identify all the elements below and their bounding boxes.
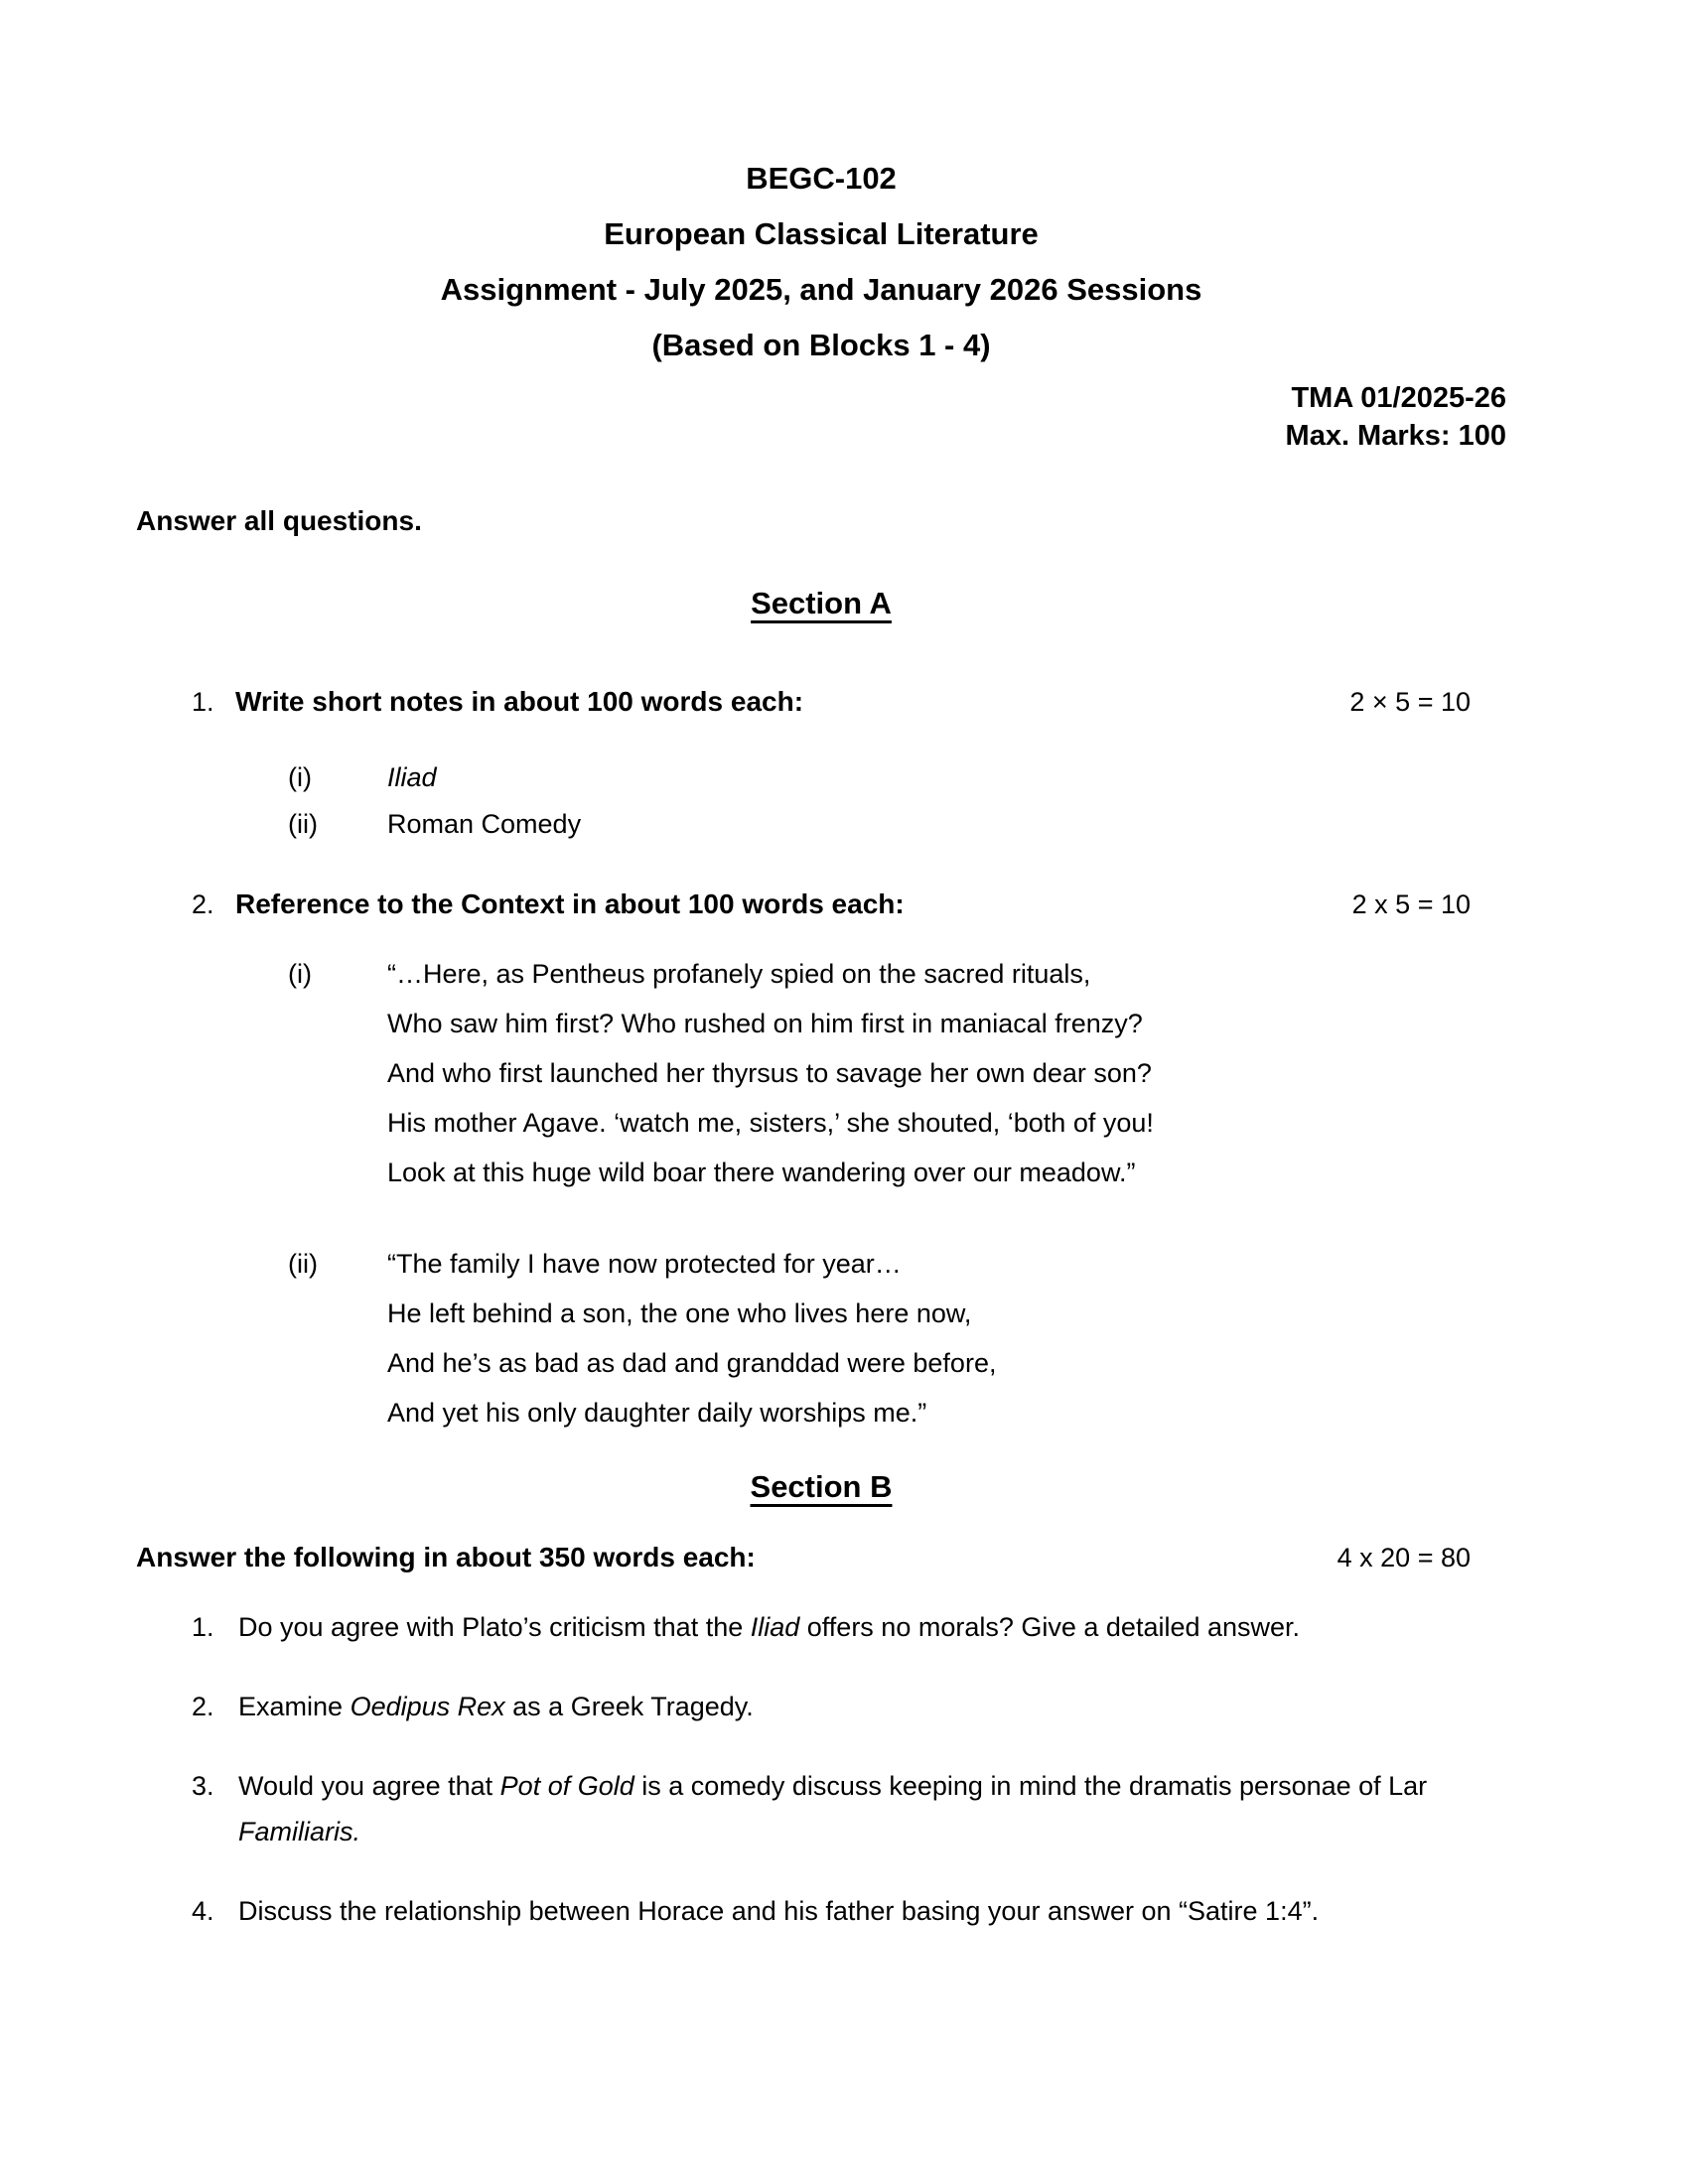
quote-block-i — [136, 949, 1506, 1197]
b-question-3-text — [238, 1763, 1479, 1854]
quote-line: And who first launched her thyrsus to savage her own dear son? — [387, 1058, 1152, 1088]
quote-line: And yet his only daughter daily worships me.” — [387, 1398, 927, 1428]
b-question-2-number: 2. — [192, 1692, 214, 1721]
b-question-3-number: 3. — [192, 1771, 214, 1801]
b-question-1-number: 1. — [192, 1612, 214, 1642]
course-code: BEGC-102 — [746, 161, 897, 196]
b-question-4-number: 4. — [192, 1896, 214, 1926]
quote-line: And he’s as bad as dad and granddad were before, — [387, 1348, 997, 1378]
section-b-title — [136, 1469, 1506, 1505]
text-segment: Do you agree with Plato’s criticism that the — [238, 1612, 751, 1642]
text-segment-italic: Pot of Gold — [499, 1771, 634, 1801]
assignment-title: Assignment - July 2025, and January 2026 Sessions — [440, 272, 1202, 307]
item-ii-label: (ii) — [288, 809, 318, 839]
text-segment: is a comedy discuss keeping in mind the dramatis personae of Lar — [633, 1771, 1428, 1801]
tma-code: TMA 01/2025-26 — [1291, 382, 1506, 414]
quote-block-ii — [136, 1239, 1506, 1437]
question-2-number: 2. — [192, 889, 214, 919]
section-b-question-2 — [136, 1684, 1506, 1729]
section-b-instruction: Answer the following in about 350 words each: — [136, 1542, 756, 1572]
item-i-text: Iliad — [387, 762, 437, 792]
text-segment-italic: Familiaris. — [238, 1817, 361, 1846]
section-b-marks: 4 x 20 = 80 — [1336, 1543, 1471, 1572]
question-1-marks: 2 × 5 = 10 — [1349, 687, 1471, 717]
quote-ii-lines — [387, 1239, 1506, 1437]
quote-line: “…Here, as Pentheus profanely spied on the sacred rituals, — [387, 959, 1091, 989]
quote-line: He left behind a son, the one who lives here now, — [387, 1298, 972, 1328]
text-segment: offers no morals? Give a detailed answer. — [799, 1612, 1301, 1642]
quote-line: His mother Agave. ‘watch me, sisters,’ she shouted, ‘both of you! — [387, 1108, 1154, 1138]
item-i-label: (i) — [288, 762, 312, 792]
text-segment: Discuss the relationship between Horace and his father basing your answer on “Satire 1:4”. — [238, 1896, 1320, 1926]
text-segment: Examine — [238, 1692, 351, 1721]
section-b-question-1 — [136, 1604, 1506, 1650]
text-segment-italic: Oedipus Rex — [350, 1692, 505, 1721]
max-marks: Max. Marks: 100 — [1285, 420, 1506, 452]
list-item — [136, 801, 1506, 848]
course-title: European Classical Literature — [604, 216, 1039, 251]
question-2-text: Reference to the Context in about 100 words each: — [235, 888, 905, 919]
question-1-number: 1. — [192, 687, 214, 717]
section-a-question-1 — [136, 685, 1506, 719]
b-question-4-text — [238, 1888, 1479, 1934]
quote-line: Who saw him first? Who rushed on him first in maniacal frenzy? — [387, 1009, 1143, 1038]
quote-i-label: (i) — [288, 959, 312, 989]
section-b-question-4 — [136, 1888, 1506, 1934]
text-segment: as a Greek Tragedy. — [504, 1692, 754, 1721]
section-b-question-3 — [136, 1763, 1506, 1854]
section-b-title-text: Section B — [750, 1469, 893, 1504]
text-segment: Would you agree that — [238, 1771, 500, 1801]
quote-line: “The family I have now protected for year… — [387, 1249, 902, 1279]
item-ii-text: Roman Comedy — [387, 809, 582, 839]
question-2-marks: 2 x 5 = 10 — [1351, 889, 1471, 919]
list-item — [136, 754, 1506, 801]
b-question-1-text — [238, 1604, 1479, 1650]
quote-ii-label: (ii) — [288, 1249, 318, 1279]
meta-block — [136, 379, 1506, 455]
b-question-2-text — [238, 1684, 1479, 1729]
section-b-question-list — [136, 1604, 1506, 1934]
question-1-text: Write short notes in about 100 words each: — [235, 686, 804, 717]
section-a-title-text: Section A — [751, 586, 892, 620]
answer-all-instruction: Answer all questions. — [136, 505, 422, 536]
document-header — [136, 151, 1506, 373]
quote-i-lines — [387, 949, 1506, 1197]
section-b-instruction-row — [136, 1541, 1506, 1574]
section-a-title — [136, 586, 1506, 621]
section-a-question-2 — [136, 887, 1506, 921]
question-1-items — [136, 754, 1506, 848]
quote-line: Look at this huge wild boar there wandering over our meadow.” — [387, 1158, 1136, 1187]
text-segment-italic: Iliad — [750, 1612, 800, 1642]
blocks-note: (Based on Blocks 1 - 4) — [651, 328, 991, 362]
